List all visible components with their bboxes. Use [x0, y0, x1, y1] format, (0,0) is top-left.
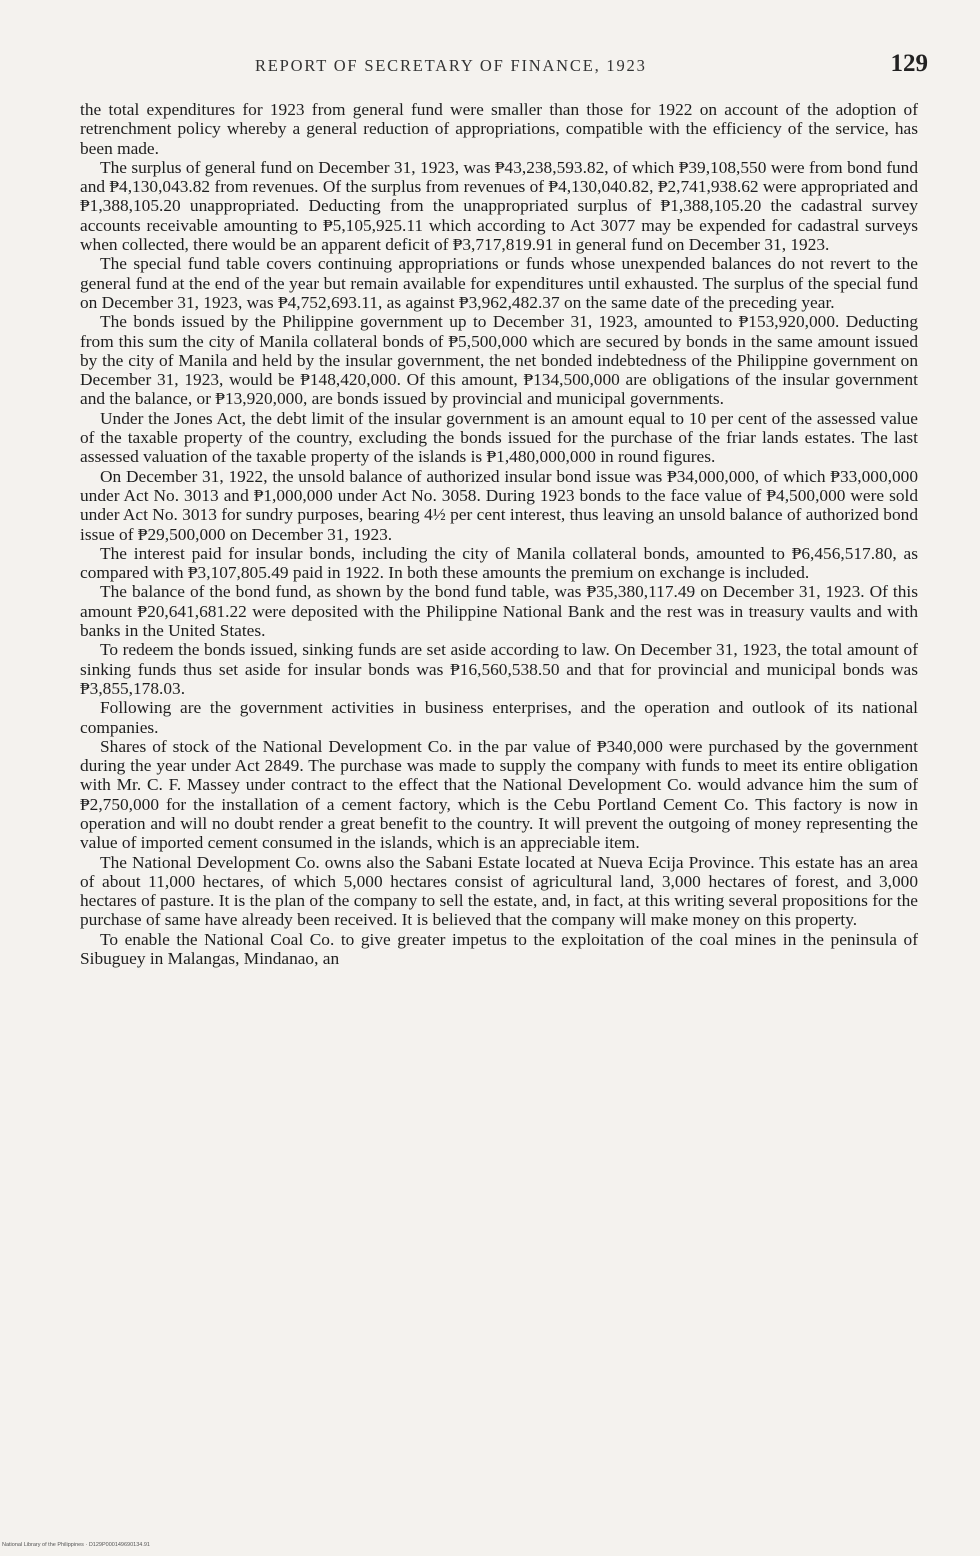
paragraph-national-coal: To enable the National Coal Co. to give greater impetus to the exploitation of the coal mines in the peninsula of Sibuguey in Malangas, Mindanao, an [80, 929, 918, 969]
body-text [80, 100, 918, 968]
running-head-title: REPORT OF SECRETARY OF FINANCE, 1923 [255, 56, 647, 75]
paragraph-sinking-funds: To redeem the bonds issued, sinking funds are set aside according to law. On December 31, 1923, the total amount of sinking funds thus set aside for insular bonds was ₱16,560,538.50 and that for provincial and municipal bonds was ₱3,855,178.03. [80, 640, 918, 698]
paragraph-national-development-shares: Shares of stock of the National Development Co. in the par value of ₱340,000 were purchased by the government during the year under Act 2849. The purchase was made to supply the company with funds to meet its entire obligation with Mr. C. F. Massey under contract to the effect that the National Development Co. would advance him the sum of ₱2,750,000 for the installation of a cement factory, which is the Cebu Portland Cement Co. This factory is now in operation and will no doubt render a great benefit to the country. It will prevent the outgoing of money representing the value of imported cement consumed in the islands, which is an appreciable item. [80, 736, 918, 853]
paragraph-bonds-issued: The bonds issued by the Philippine government up to December 31, 1923, amounted to ₱153,920,000. Deducting from this sum the city of Manila collateral bonds of ₱5,500,000 which are secured by bonds in the same amount issued by the city of Manila and held by the insular government, the net bonded indebtedness of the Philippine government on December 31, 1923, would be ₱148,420,000. Of this amount, ₱134,500,000 are obligations of the insular government and the balance, or ₱13,920,000, are bonds issued by provincial and municipal governments. [80, 312, 918, 409]
paragraph-bond-fund-balance: The balance of the bond fund, as shown by the bond fund table, was ₱35,380,117.49 on December 31, 1923. Of this amount ₱20,641,681.22 were deposited with the Philippine National Bank and the rest was in treasury vaults and with banks in the United States. [80, 582, 918, 641]
scan-credit: National Library of the Philippines · D129P000149690134.91 [2, 1542, 150, 1548]
paragraph-sabani-estate: The National Development Co. owns also the Sabani Estate located at Nueva Ecija Province. This estate has an area of about 11,000 hectares, of which 5,000 hectares consist of agricultural land, 3,000 hectares of forest, and 3,000 hectares of pasture. It is the plan of the company to sell the estate, and, in fact, at this writing several propositions for the purchase of same have already been received. It is believed that the company will make money on this property. [80, 852, 918, 930]
paragraph-expenditures: the total expenditures for 1923 from general fund were smaller than those for 1922 on account of the adoption of retrenchment policy whereby a general reduction of appropriations, compatible with the efficiency of the service, has been made. [80, 100, 918, 158]
paragraph-interest-paid: The interest paid for insular bonds, including the city of Manila collateral bonds, amounted to ₱6,456,517.80, as compared with ₱3,107,805.49 paid in 1922. In both these amounts the premium on exchange is included. [80, 543, 918, 583]
paragraph-debt-limit: Under the Jones Act, the debt limit of the insular government is an amount equal to 10 per cent of the assessed value of the taxable property of the country, excluding the bonds issued for the purchase of the friar lands estates. The last assessed valuation of the taxable property of the islands is ₱1,480,000,000 in round figures. [80, 408, 918, 467]
paragraph-special-fund: The special fund table covers continuing appropriations or funds whose unexpended balances do not revert to the general fund at the end of the year but remain available for expenditures until exhausted. The surplus of the special fund on December 31, 1923, was ₱4,752,693.11, as against ₱3,962,482.37 on the same date of the preceding year. [80, 254, 918, 312]
paragraph-general-fund-surplus: The surplus of general fund on December 31, 1923, was ₱43,238,593.82, of which ₱39,108,550 were from bond fund and ₱4,130,043.82 from revenues. Of the surplus from revenues of ₱4,130,040.82, ₱2,741,938.62 were appropriated and ₱1,388,105.20 unappropriated. Deducting from the unappropriated surplus of ₱1,388,105.20 the cadastral survey accounts receivable amounting to ₱5,105,925.11 which according to Act 3077 may be expended for cadastral surveys when collected, there would be an apparent deficit of ₱3,717,819.91 in general fund on December 31, 1923. [80, 157, 918, 255]
paragraph-business-enterprises: Following are the government activities in business enterprises, and the operation and outlook of its national companies. [80, 698, 918, 737]
paragraph-unsold-balance: On December 31, 1922, the unsold balance of authorized insular bond issue was ₱34,000,000, of which ₱33,000,000 under Act No. 3013 and ₱1,000,000 under Act No. 3058. During 1923 bonds to the face value of ₱4,500,000 were sold under Act No. 3013 for sundry purposes, bearing 4½ per cent interest, thus leaving an unsold balance of authorized bond issue of ₱29,500,000 on December 31, 1923. [80, 466, 918, 544]
page-number: 129 [890, 50, 928, 77]
page-header [80, 50, 928, 84]
